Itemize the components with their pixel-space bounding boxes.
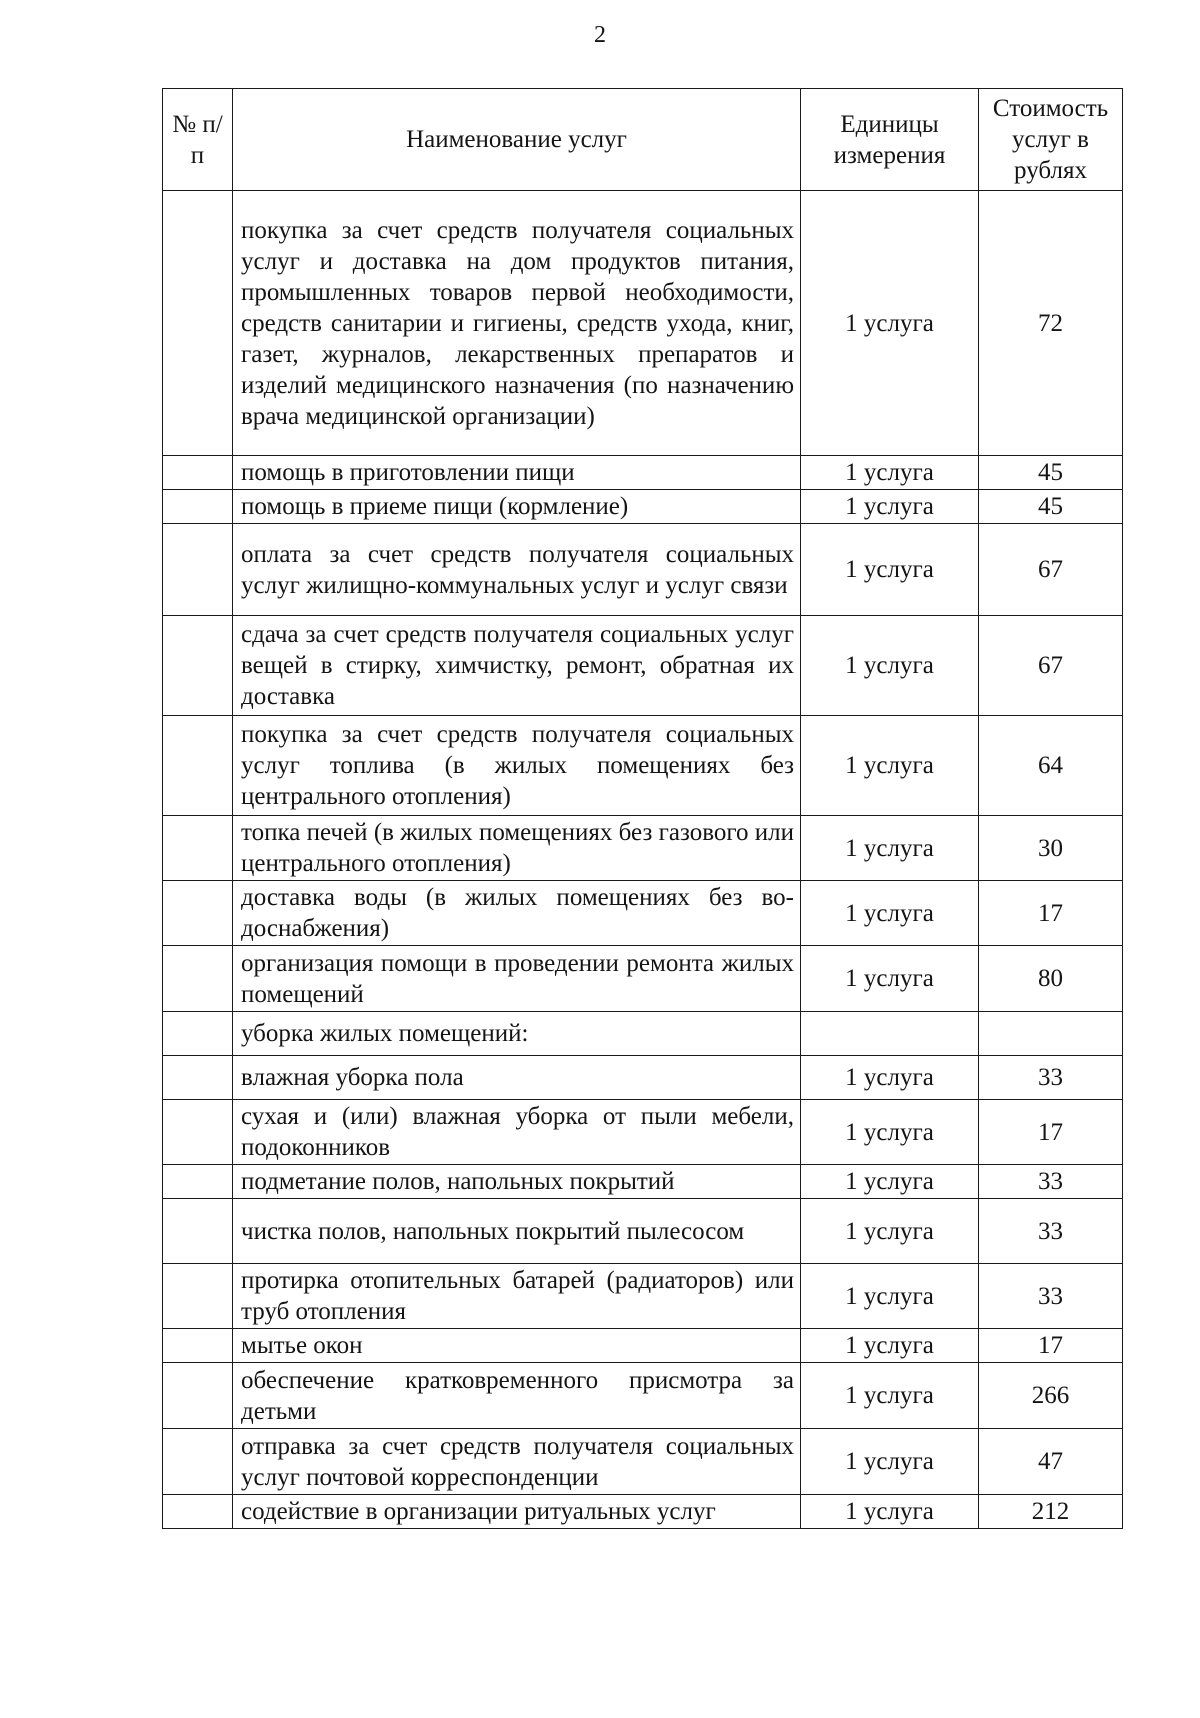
unit-cell: 1 услуга (801, 616, 979, 716)
row-number-cell (163, 456, 233, 490)
row-number-cell (163, 946, 233, 1012)
row-number-cell (163, 1100, 233, 1165)
unit-cell: 1 услуга (801, 946, 979, 1012)
table-row (163, 1264, 1123, 1329)
table-row (163, 716, 1123, 816)
cost-cell: 33 (979, 1199, 1123, 1264)
cost-cell: 33 (979, 1056, 1123, 1100)
service-name-cell: подметание полов, напольных покрытий (233, 1165, 801, 1199)
service-name-cell: сухая и (или) влажная уборка от пыли мебели, подоконников (233, 1100, 801, 1165)
row-number-cell (163, 191, 233, 456)
row-number-cell (163, 1495, 233, 1529)
header-cost: Стоимость услуг в рублях (979, 89, 1123, 191)
table-row (163, 1165, 1123, 1199)
row-number-cell (163, 1199, 233, 1264)
table-row (163, 616, 1123, 716)
cost-cell: 67 (979, 616, 1123, 716)
table-row (163, 1100, 1123, 1165)
table-row (163, 1429, 1123, 1495)
services-price-table (162, 88, 1123, 1529)
unit-cell: 1 услуга (801, 1495, 979, 1529)
service-name-cell: помощь в приеме пищи (кормление) (233, 490, 801, 524)
service-name-cell: мытье окон (233, 1329, 801, 1363)
row-number-cell (163, 1329, 233, 1363)
cost-cell: 80 (979, 946, 1123, 1012)
row-number-cell (163, 881, 233, 946)
unit-cell: 1 услуга (801, 1165, 979, 1199)
unit-cell (801, 1012, 979, 1056)
cost-cell (979, 1012, 1123, 1056)
unit-cell: 1 услуга (801, 524, 979, 616)
table-row (163, 1495, 1123, 1529)
unit-cell: 1 услуга (801, 716, 979, 816)
unit-cell: 1 услуга (801, 1100, 979, 1165)
service-name-cell: протирка отопительных батарей (радиаторов) или труб отопления (233, 1264, 801, 1329)
table-row (163, 1363, 1123, 1429)
service-name-cell: покупка за счет средств получателя социальных услуг и доставка на дом продуктов питания, промышленных товаров первой необходимости, средств санитарии и гигиены, средств ухода, книг, газет, журналов, лекарственных препаратов и изделий медицинского назначения (по назначению врача медицинской организации) (233, 191, 801, 456)
row-number-cell (163, 816, 233, 881)
unit-cell: 1 услуга (801, 191, 979, 456)
table-row (163, 881, 1123, 946)
row-number-cell (163, 490, 233, 524)
table-header-row (163, 89, 1123, 191)
cost-cell: 72 (979, 191, 1123, 456)
cost-cell: 33 (979, 1264, 1123, 1329)
service-name-cell: обеспечение кратковременного присмотра за детьми (233, 1363, 801, 1429)
header-unit: Единицы измерения (801, 89, 979, 191)
row-number-cell (163, 1056, 233, 1100)
table-row (163, 1329, 1123, 1363)
table-row (163, 191, 1123, 456)
cost-cell: 67 (979, 524, 1123, 616)
cost-cell: 47 (979, 1429, 1123, 1495)
cost-cell: 212 (979, 1495, 1123, 1529)
table-row (163, 1199, 1123, 1264)
cost-cell: 45 (979, 490, 1123, 524)
service-name-cell: уборка жилых помещений: (233, 1012, 801, 1056)
service-name-cell: организация помощи в проведении ремонта жилых помещений (233, 946, 801, 1012)
table-row (163, 1012, 1123, 1056)
page-number: 2 (594, 22, 606, 48)
cost-cell: 17 (979, 881, 1123, 946)
table-row (163, 490, 1123, 524)
header-name: Наименование услуг (233, 89, 801, 191)
row-number-cell (163, 616, 233, 716)
unit-cell: 1 услуга (801, 1264, 979, 1329)
service-name-cell: сдача за счет средств получателя социальных услуг вещей в стирку, химчистку, ремонт, обратная их доставка (233, 616, 801, 716)
unit-cell: 1 услуга (801, 456, 979, 490)
unit-cell: 1 услуга (801, 1429, 979, 1495)
unit-cell: 1 услуга (801, 881, 979, 946)
service-name-cell: содействие в организации ритуальных услуг (233, 1495, 801, 1529)
unit-cell: 1 услуга (801, 816, 979, 881)
service-name-cell: влажная уборка пола (233, 1056, 801, 1100)
unit-cell: 1 услуга (801, 1329, 979, 1363)
cost-cell: 30 (979, 816, 1123, 881)
header-num: № п/п (163, 89, 233, 191)
service-name-cell: помощь в приготовлении пищи (233, 456, 801, 490)
table-body (163, 191, 1123, 1529)
table-row (163, 816, 1123, 881)
unit-cell: 1 услуга (801, 490, 979, 524)
service-name-cell: топка печей (в жилых помещениях без газового или центрального отопления) (233, 816, 801, 881)
unit-cell: 1 услуга (801, 1199, 979, 1264)
unit-cell: 1 услуга (801, 1056, 979, 1100)
table-row (163, 946, 1123, 1012)
unit-cell: 1 услуга (801, 1363, 979, 1429)
service-name-cell: оплата за счет средств получателя социальных услуг жилищно-коммунальных услуг и услуг связи (233, 524, 801, 616)
service-name-cell: доставка воды (в жилых помещениях без водоснабжения) (233, 881, 801, 946)
row-number-cell (163, 1165, 233, 1199)
row-number-cell (163, 1363, 233, 1429)
cost-cell: 17 (979, 1329, 1123, 1363)
row-number-cell (163, 1012, 233, 1056)
cost-cell: 45 (979, 456, 1123, 490)
row-number-cell (163, 524, 233, 616)
service-name-cell: чистка полов, напольных покрытий пылесосом (233, 1199, 801, 1264)
cost-cell: 17 (979, 1100, 1123, 1165)
row-number-cell (163, 1264, 233, 1329)
service-name-cell: отправка за счет средств получателя социальных услуг почтовой корреспонденции (233, 1429, 801, 1495)
row-number-cell (163, 716, 233, 816)
cost-cell: 266 (979, 1363, 1123, 1429)
cost-cell: 33 (979, 1165, 1123, 1199)
service-name-cell: покупка за счет средств получателя социальных услуг топлива (в жилых помещениях без центрального отопления) (233, 716, 801, 816)
table-row (163, 456, 1123, 490)
cost-cell: 64 (979, 716, 1123, 816)
table-row (163, 1056, 1123, 1100)
row-number-cell (163, 1429, 233, 1495)
table-row (163, 524, 1123, 616)
